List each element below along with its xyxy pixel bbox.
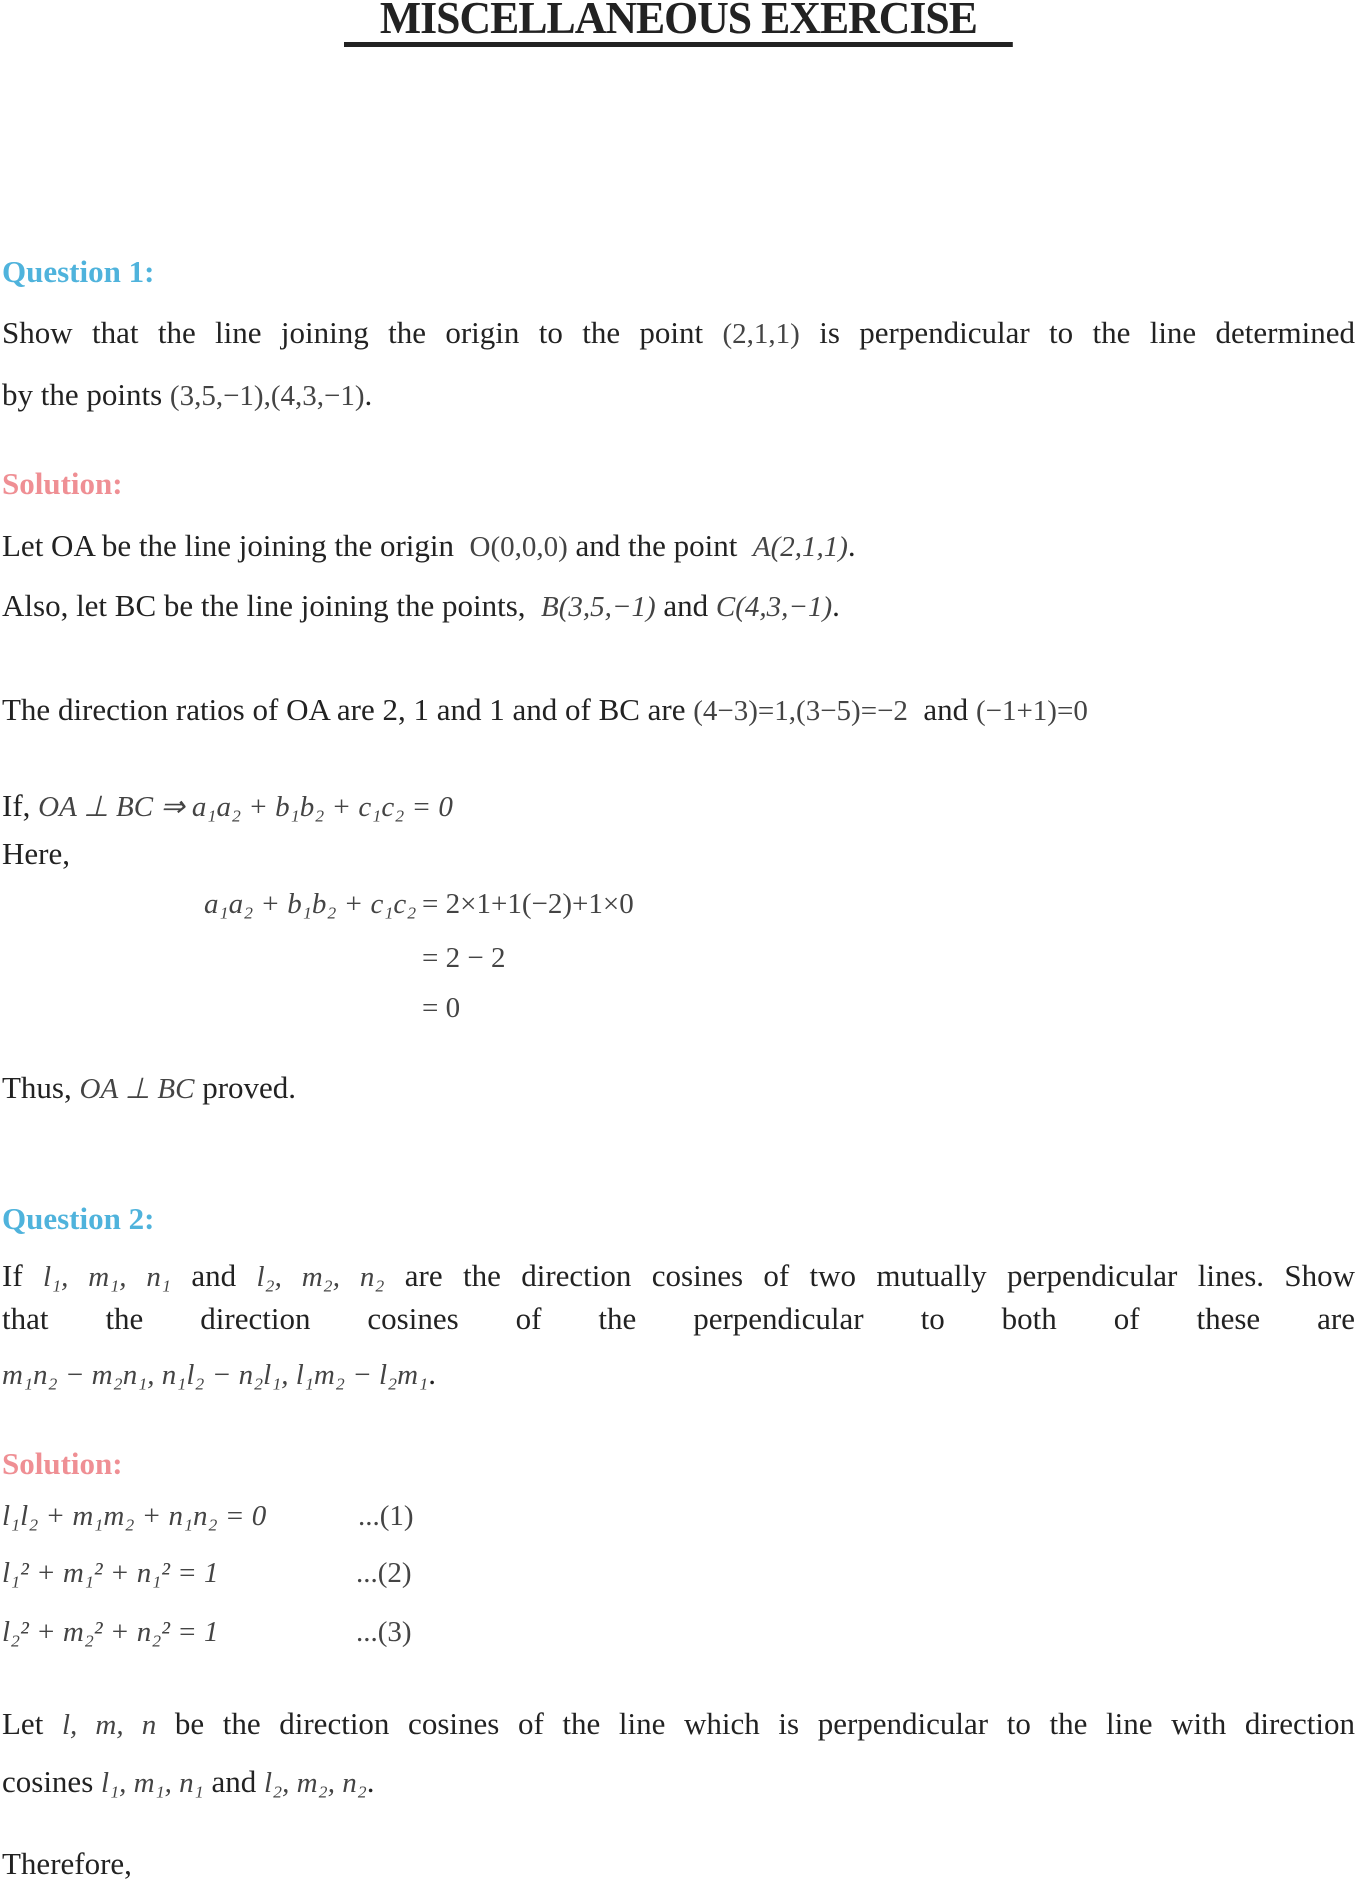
math: (4−3)=1,(3−5)=−2 [693, 695, 908, 727]
math-points: (3,5,−1),(4,3,−1) [169, 380, 365, 412]
math: l, m, n [61, 1709, 157, 1741]
equation-2-tag: ...(2) [356, 1557, 412, 1589]
page-title: MISCELLANEOUS EXERCISE [344, 0, 1013, 47]
math: B(3,5,−1) [541, 591, 656, 623]
solution-2-therefore: Therefore, [2, 1846, 132, 1881]
solution-2-heading: Solution: [2, 1446, 123, 1481]
math-point: (2,1,1) [722, 318, 800, 350]
text: Let [2, 1706, 44, 1741]
math: m₁n₂ − m₂n₁, n₁l₂ − n₂l₁, l₁m₂ − l₂m₁ [2, 1359, 429, 1391]
text: and [211, 1764, 257, 1799]
math: OA ⊥ BC ⇒ a₁a₂ + b₁b₂ + c₁c₂ = 0 [38, 791, 453, 823]
text: and the point [575, 528, 738, 563]
text: are the direction cosines of two mutually perpendicular lines. Show [404, 1258, 1355, 1293]
question-2-line-3 [2, 1355, 436, 1394]
equation-1: l₁l₂ + m₁m₂ + n₁n₂ = 0 [2, 1500, 267, 1532]
text: . [832, 588, 840, 623]
question-1-line-1 [2, 314, 1355, 353]
text: If [2, 1258, 23, 1293]
text: Also, let BC be the line joining the points, [2, 588, 526, 623]
solution-1-line-4 [2, 787, 453, 826]
question-2-line-1 [2, 1257, 1355, 1296]
text: . [364, 377, 373, 412]
text: If, [2, 788, 31, 823]
text: and [923, 692, 969, 727]
equation-rhs: = 2×1+1(−2)+1×0 [422, 888, 634, 920]
text: The direction ratios of OA are 2, 1 and 1 and of BC are [2, 692, 686, 727]
text: be the direction cosines of the line which is perpendicular to the line with direction [174, 1706, 1355, 1741]
text: cosines [2, 1764, 94, 1799]
solution-1-line-2 [2, 587, 840, 626]
solution-1-conclusion [2, 1069, 296, 1108]
question-2-line-2: that the direction cosines of the perpendicular to both of these are [2, 1301, 1355, 1336]
math: C(4,3,−1) [715, 591, 833, 623]
text: . [428, 1356, 436, 1391]
math: l₁, m₁, n₁ [101, 1767, 204, 1799]
equation-step-2: = 2 − 2 [422, 942, 506, 974]
text: and [663, 588, 709, 623]
text: Let OA be the line joining the origin [2, 528, 454, 563]
solution-2-line-1 [2, 1705, 1355, 1744]
equation-2: l₁² + m₁² + n₁² = 1 [2, 1557, 219, 1589]
solution-1-line-3 [2, 691, 1088, 730]
text: is perpendicular to the line determined [819, 315, 1355, 350]
math: O(0,0,0) [469, 531, 568, 563]
equation-3: l₂² + m₂² + n₂² = 1 [2, 1616, 219, 1648]
text: Show that the line joining the origin to the point [2, 315, 704, 350]
solution-1-heading: Solution: [2, 466, 123, 501]
math: l₂, m₂, n₂ [256, 1261, 385, 1293]
text: by the points [2, 377, 163, 412]
question-1-heading: Question 1: [2, 254, 155, 289]
text: . [847, 528, 856, 563]
math: A(2,1,1) [752, 531, 848, 563]
math: l₁, m₁, n₁ [43, 1261, 171, 1293]
text: and [191, 1258, 237, 1293]
solution-1-line-1 [2, 527, 856, 566]
solution-1-here: Here, [2, 836, 70, 871]
math: l₂, m₂, n₂ [264, 1767, 367, 1799]
text: Thus, [2, 1070, 72, 1105]
equation-3-tag: ...(3) [356, 1616, 412, 1648]
equation-1-tag: ...(1) [358, 1500, 414, 1532]
equation-lhs: a₁a₂ + b₁b₂ + c₁c₂ [204, 888, 417, 920]
math: (−1+1)=0 [975, 695, 1088, 727]
question-1-line-2 [2, 376, 372, 415]
math: OA ⊥ BC [79, 1073, 195, 1105]
question-2-heading: Question 2: [2, 1201, 155, 1236]
solution-2-line-2 [2, 1763, 375, 1802]
text: proved. [202, 1070, 297, 1105]
equation-step-3: = 0 [422, 992, 461, 1024]
text: . [366, 1764, 375, 1799]
